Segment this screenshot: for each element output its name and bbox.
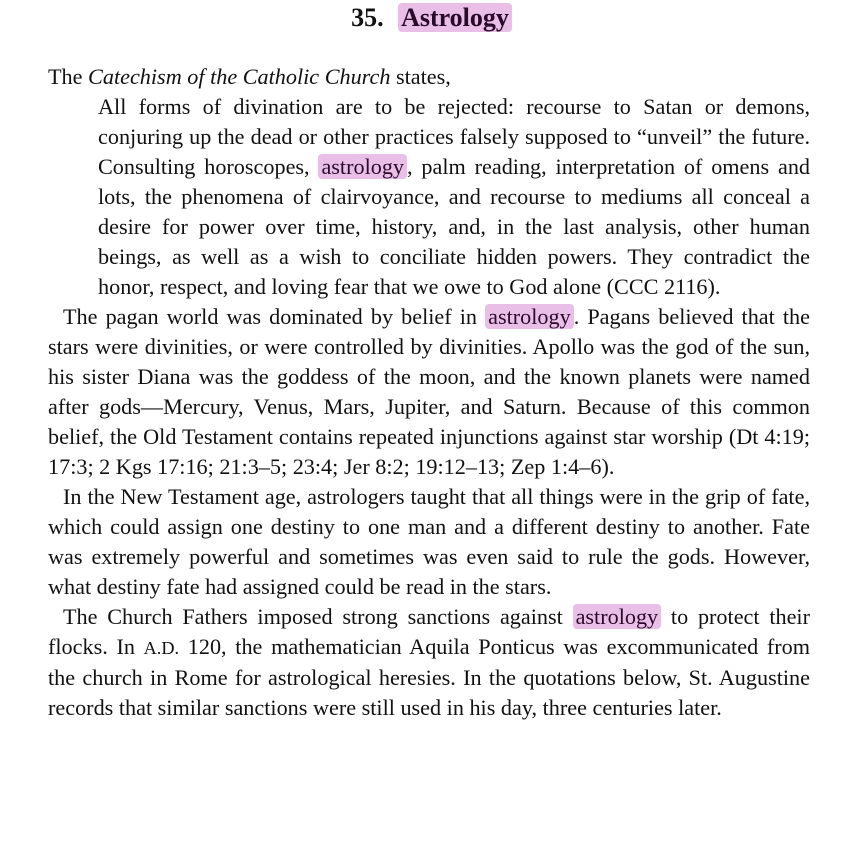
intro-before: The bbox=[48, 64, 89, 89]
paragraph1-part1: The pagan world was dominated by belief in bbox=[63, 304, 486, 329]
quote-part1: All forms of divination are to be rejected: recourse to Satan or demons, conjuring up the dead or other practices falsely supposed to “unveil” the future. Consulting horoscopes, bbox=[98, 94, 810, 179]
paragraph-pagan-world bbox=[48, 302, 810, 482]
quote-part2: , palm reading, interpretation of omens and lots, the phenomena of clairvoyance, and recourse to mediums all conceal a desire for power over time, history, and, in the last analysis, other human beings, as well as a wish to conciliate hidden powers. They contradict the honor, respect, and loving fear that we owe to God alone (CCC 2116). bbox=[98, 154, 811, 299]
search-highlight: astrology bbox=[573, 604, 662, 629]
paragraph3-part2: to protect their flocks. In bbox=[48, 604, 810, 659]
era-abbreviation: A.D. bbox=[143, 638, 180, 658]
section-heading bbox=[0, 0, 863, 36]
intro-after: states, bbox=[390, 64, 451, 89]
paragraph1-part2: . Pagans believed that the stars were divinities, or were controlled by divinities. Apollo was the god of the sun, his sister Diana was the goddess of the moon, and the known planets were named after gods—Mercury, Venus, Mars, Jupiter, and Saturn. Because of this common belief, the Old Testament contains repeated injunctions against star worship (Dt 4:19; 17:3; 2 Kgs 17:16; 21:3–5; 23:4; Jer 8:2; 19:12–13; Zep 1:4–6). bbox=[48, 304, 810, 479]
search-highlight: astrology bbox=[318, 154, 407, 179]
search-highlight: astrology bbox=[485, 304, 574, 329]
section-title-highlighted: Astrology bbox=[398, 3, 512, 32]
paragraph-church-fathers bbox=[48, 602, 810, 723]
paragraph3-part3: 120, the mathematician Aquila Ponticus was excommunicated from the church in Rome for astrological heresies. In the quotations below, St. Augustine records that similar sanctions were still used in his day, three centuries later. bbox=[48, 634, 810, 720]
paragraph3-part1: The Church Fathers imposed strong sanctions against bbox=[63, 604, 573, 629]
catechism-title: Catechism of the Catholic Church bbox=[88, 64, 391, 89]
document-body bbox=[48, 62, 810, 723]
section-number: 35. bbox=[351, 3, 384, 32]
paragraph-new-testament: In the New Testament age, astrologers taught that all things were in the grip of fate, which could assign one destiny to one man and a different destiny to another. Fate was extremely powerful and sometimes was even said to rule the gods. However, what destiny fate had assigned could be read in the stars. bbox=[48, 484, 810, 599]
block-quote bbox=[98, 92, 810, 302]
intro-line bbox=[48, 62, 810, 92]
